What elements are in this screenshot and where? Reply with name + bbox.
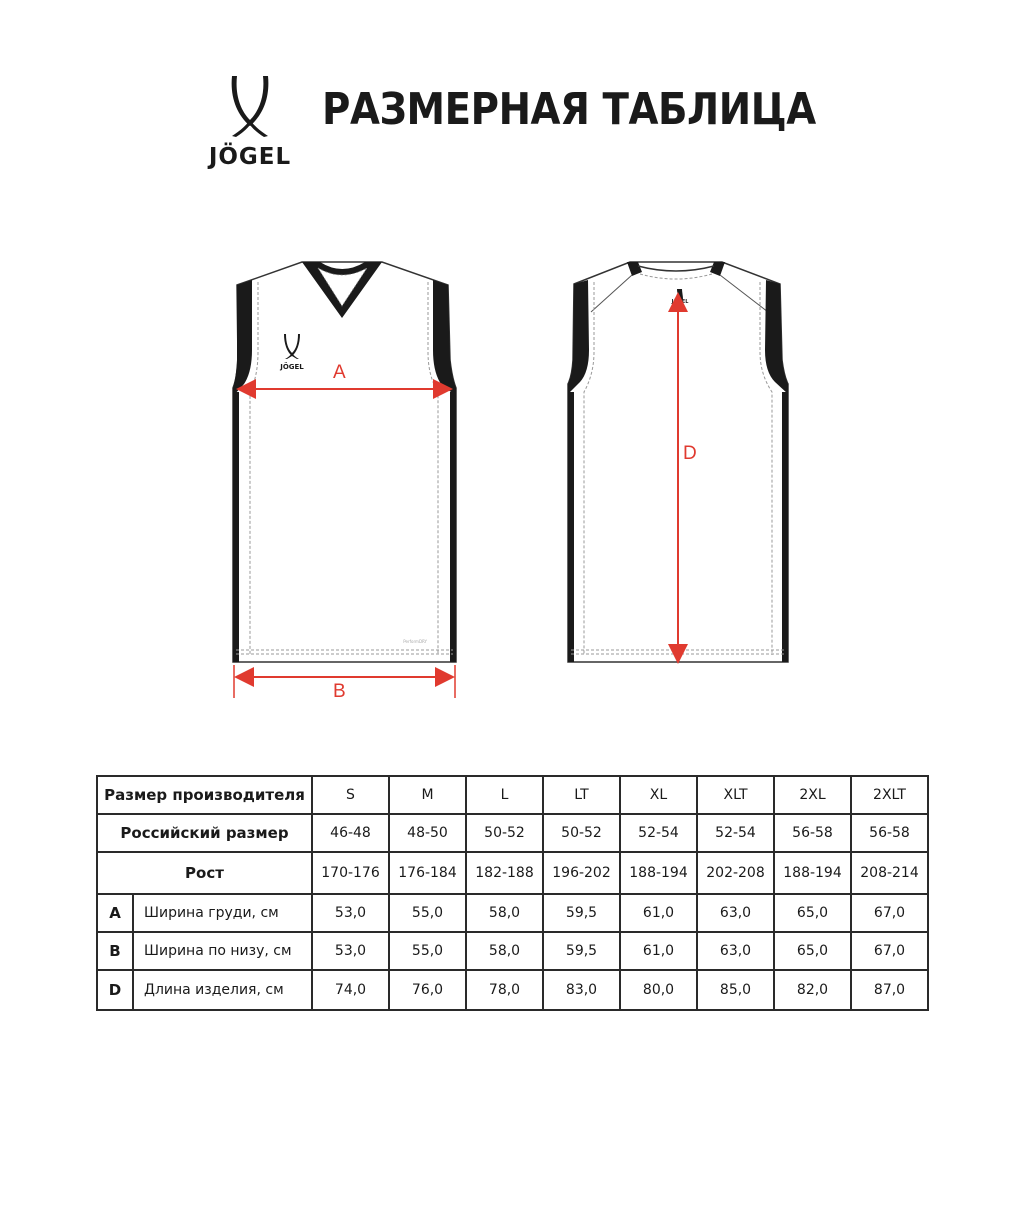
- cell: 196-202: [543, 852, 620, 894]
- cell: XLT: [697, 776, 774, 814]
- cell: 188-194: [620, 852, 697, 894]
- cell: 85,0: [697, 970, 774, 1010]
- cell: 67,0: [851, 932, 928, 970]
- front-logo-text: JÖGEL: [280, 363, 304, 371]
- size-table: [96, 775, 929, 1011]
- cell: S: [312, 776, 389, 814]
- cell: 182-188: [466, 852, 543, 894]
- cell: 74,0: [312, 970, 389, 1010]
- cell: 80,0: [620, 970, 697, 1010]
- cell: 58,0: [466, 932, 543, 970]
- cell: 52-54: [697, 814, 774, 852]
- table-row-length: [97, 970, 928, 1010]
- front-jersey: [233, 262, 456, 698]
- row-label: Размер производителя: [97, 776, 312, 814]
- cell: 87,0: [851, 970, 928, 1010]
- table-row-chest-width: [97, 894, 928, 932]
- row-label: Российский размер: [97, 814, 312, 852]
- cell: 55,0: [389, 894, 466, 932]
- measure-d-label: D: [683, 443, 697, 464]
- table-row-height: [97, 852, 928, 894]
- table-row-manufacturer-size: [97, 776, 928, 814]
- brand-wordmark: JÖGEL: [208, 144, 292, 170]
- page-title: РАЗМЕРНАЯ ТАБЛИЦА: [322, 84, 816, 135]
- cell: 61,0: [620, 932, 697, 970]
- cell: 55,0: [389, 932, 466, 970]
- cell: 63,0: [697, 932, 774, 970]
- cell: 53,0: [312, 894, 389, 932]
- table-row-bottom-width: [97, 932, 928, 970]
- cell: L: [466, 776, 543, 814]
- cell: 67,0: [851, 894, 928, 932]
- cell: M: [389, 776, 466, 814]
- cell: 59,5: [543, 932, 620, 970]
- cell: 46-48: [312, 814, 389, 852]
- measure-code: B: [97, 932, 133, 970]
- cell: 82,0: [774, 970, 851, 1010]
- cell: XL: [620, 776, 697, 814]
- cell: 170-176: [312, 852, 389, 894]
- cell: 48-50: [389, 814, 466, 852]
- measure-label: Ширина груди, см: [133, 894, 312, 932]
- measure-label: Длина изделия, см: [133, 970, 312, 1010]
- cell: 2XL: [774, 776, 851, 814]
- cell: 63,0: [697, 894, 774, 932]
- cell: 208-214: [851, 852, 928, 894]
- cell: 83,0: [543, 970, 620, 1010]
- cell: 188-194: [774, 852, 851, 894]
- measure-a-label: A: [333, 362, 346, 383]
- back-logo-text: JÖGEL: [671, 299, 689, 305]
- measure-b-label: B: [333, 681, 346, 702]
- cell: LT: [543, 776, 620, 814]
- table-row-russian-size: [97, 814, 928, 852]
- cell: 176-184: [389, 852, 466, 894]
- measure-label: Ширина по низу, см: [133, 932, 312, 970]
- cell: 52-54: [620, 814, 697, 852]
- measure-code: A: [97, 894, 133, 932]
- cell: 50-52: [466, 814, 543, 852]
- cell: 202-208: [697, 852, 774, 894]
- cell: 2XLT: [851, 776, 928, 814]
- cell: 61,0: [620, 894, 697, 932]
- cell: 58,0: [466, 894, 543, 932]
- measure-code: D: [97, 970, 133, 1010]
- cell: 56-58: [851, 814, 928, 852]
- back-jersey: [568, 262, 788, 662]
- cell: 56-58: [774, 814, 851, 852]
- cell: 65,0: [774, 894, 851, 932]
- tag-text: PerformDRY: [403, 639, 427, 644]
- cell: 65,0: [774, 932, 851, 970]
- cell: 53,0: [312, 932, 389, 970]
- cell: 78,0: [466, 970, 543, 1010]
- row-label: Рост: [97, 852, 312, 894]
- cell: 59,5: [543, 894, 620, 932]
- cell: 76,0: [389, 970, 466, 1010]
- cell: 50-52: [543, 814, 620, 852]
